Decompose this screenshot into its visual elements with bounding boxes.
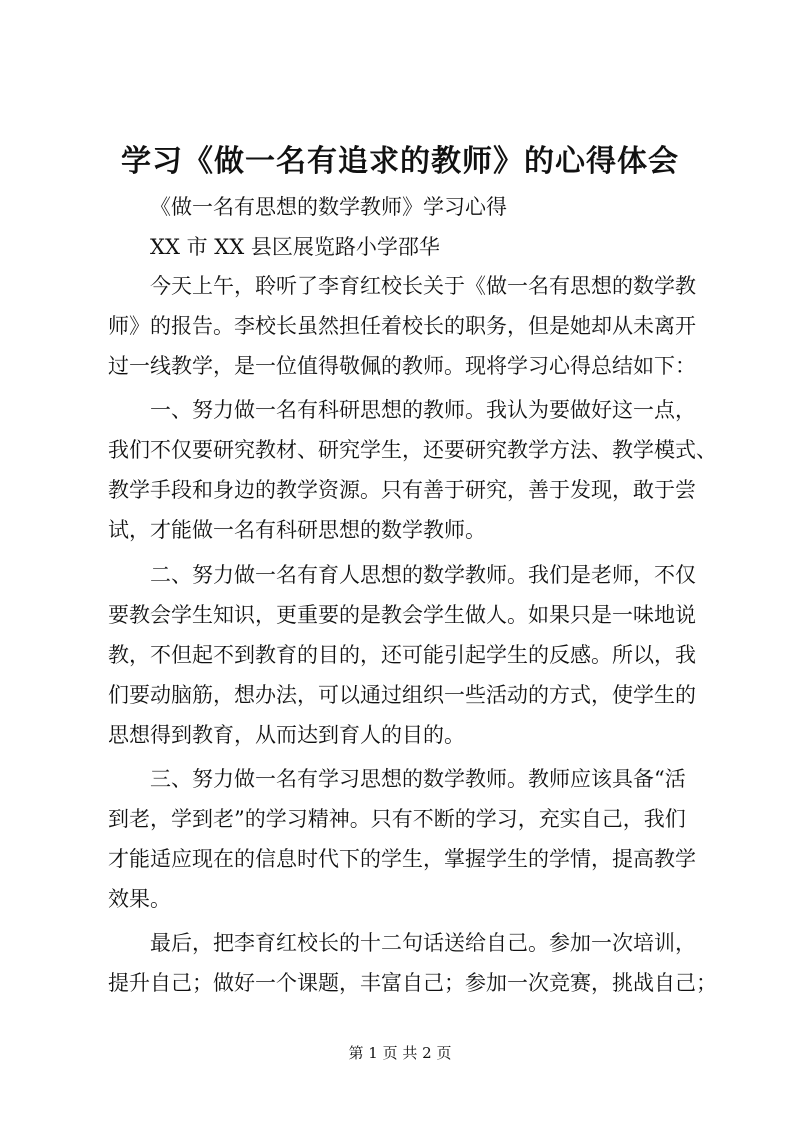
paragraph-line: 教学手段和身边的教学资源。只有善于研究，善于发现，敢于尝 bbox=[108, 478, 696, 502]
paragraph-line: 一、努力做一名有科研思想的教师。我认为要做好这一点， bbox=[150, 398, 696, 422]
paragraph-line: 提升自己；做好一个课题，丰富自己；参加一次竞赛，挑战自己； bbox=[108, 971, 717, 995]
author-line: XX 市 XX 县区展览路小学邵华 bbox=[150, 235, 440, 259]
paragraph-line: 要教会学生知识，更重要的是教会学生做人。如果只是一味地说 bbox=[108, 603, 696, 627]
paragraph-line: 最后，把李育红校长的十二句话送给自己。参加一次培训， bbox=[150, 931, 696, 955]
paragraph-line: 我们不仅要研究教材、研究学生，还要研究教学方法、教学模式、 bbox=[108, 438, 717, 462]
paragraph-line: 过一线教学，是一位值得敬佩的教师。现将学习心得总结如下： bbox=[108, 354, 696, 378]
paragraph-line: 教，不但起不到教育的目的，还可能引起学生的反感。所以，我 bbox=[108, 643, 696, 667]
document-subtitle: 《做一名有思想的数学教师》学习心得 bbox=[150, 195, 507, 219]
paragraph-line: 效果。 bbox=[108, 887, 171, 911]
document-title: 学习《做一名有追求的教师》的心得体会 bbox=[121, 144, 679, 179]
paragraph-line: 思想得到教育，从而达到育人的目的。 bbox=[108, 723, 465, 747]
paragraph-line: 二、努力做一名有育人思想的数学教师。我们是老师，不仅 bbox=[150, 563, 696, 587]
paragraph-line: 试，才能做一名有科研思想的数学教师。 bbox=[108, 518, 486, 542]
paragraph-line: 到老，学到老”的学习精神。只有不断的学习，充实自己，我们 bbox=[108, 807, 686, 831]
paragraph-line: 今天上午，聆听了李育红校长关于《做一名有思想的数学教 bbox=[150, 274, 696, 298]
page-number-footer: 第 1 页 共 2 页 bbox=[348, 1044, 452, 1062]
paragraph-line: 师》的报告。李校长虽然担任着校长的职务，但是她却从未离开 bbox=[108, 314, 696, 338]
paragraph-line: 三、努力做一名有学习思想的数学教师。教师应该具备“活 bbox=[150, 767, 686, 791]
paragraph-line: 们要动脑筋，想办法，可以通过组织一些活动的方式，使学生的 bbox=[108, 683, 696, 707]
paragraph-line: 才能适应现在的信息时代下的学生，掌握学生的学情，提高教学 bbox=[108, 847, 696, 871]
